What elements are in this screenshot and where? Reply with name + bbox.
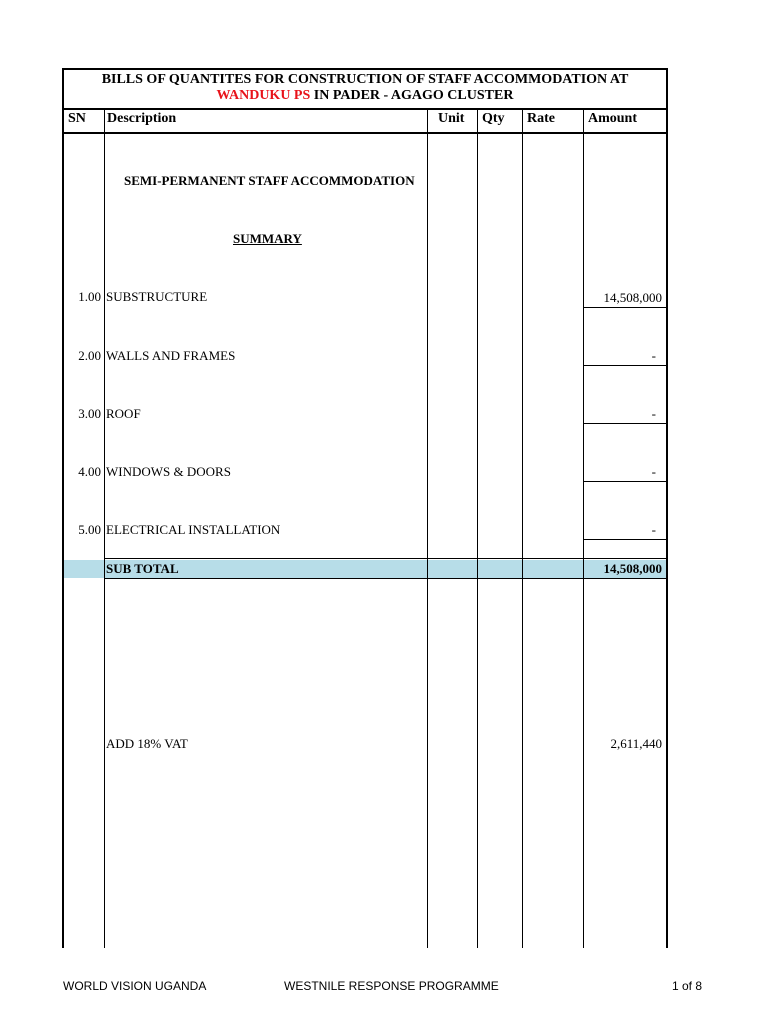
amount-underline	[584, 539, 666, 540]
footer-page-number: 1 of 8	[672, 979, 703, 993]
item-sn: 2.00	[78, 348, 101, 363]
summary-label: SUMMARY	[233, 231, 302, 246]
item-description: ELECTRICAL INSTALLATION	[106, 522, 281, 537]
col-divider-qty	[522, 108, 523, 948]
amount-underline	[584, 481, 666, 482]
item-amount: -	[651, 464, 656, 479]
item-sn: 4.00	[78, 464, 101, 479]
amount-underline	[584, 423, 666, 424]
col-header-description: Description	[107, 111, 177, 126]
subtotal-divider	[477, 558, 478, 578]
vat-label: ADD 18% VAT	[106, 736, 188, 751]
boq-sheet	[62, 68, 668, 948]
item-description: WINDOWS & DOORS	[106, 464, 231, 479]
item-sn: 1.00	[78, 289, 101, 304]
subtotal-amount: 14,508,000	[603, 561, 662, 576]
subtotal-top-border	[104, 558, 666, 559]
item-sn: 5.00	[78, 522, 101, 537]
item-description: WALLS AND FRAMES	[106, 348, 236, 363]
school-name: WANDUKU PS	[216, 88, 311, 103]
item-amount: -	[651, 348, 656, 363]
footer-programme: WESTNILE RESPONSE PROGRAMME	[284, 979, 499, 993]
item-amount: -	[651, 406, 656, 421]
table-right-border	[666, 130, 668, 948]
subtotal-bottom-border	[104, 578, 666, 579]
item-amount: -	[651, 522, 656, 537]
footer-organization: WORLD VISION UGANDA	[63, 979, 207, 993]
amount-underline	[584, 365, 666, 366]
col-divider-desc	[427, 108, 428, 948]
subtotal-label: SUB TOTAL	[106, 561, 179, 576]
title-location: IN PADER - AGAGO CLUSTER	[310, 88, 514, 103]
col-header-rate: Rate	[527, 111, 555, 126]
subtotal-divider	[104, 558, 105, 578]
item-description: ROOF	[106, 406, 141, 421]
item-amount: 14,508,000	[603, 290, 662, 305]
col-divider-unit	[477, 108, 478, 948]
col-header-qty: Qty	[482, 111, 505, 126]
col-header-unit: Unit	[438, 111, 465, 126]
subtotal-divider	[522, 558, 523, 578]
item-sn: 3.00	[78, 406, 101, 421]
col-header-sn: SN	[68, 111, 86, 126]
col-header-amount: Amount	[588, 111, 638, 126]
vat-amount: 2,611,440	[610, 736, 662, 751]
title-line-2	[62, 88, 668, 104]
title-line-1: BILLS OF QUANTITES FOR CONSTRUCTION OF STAFF ACCOMMODATION AT	[101, 72, 629, 87]
item-description: SUBSTRUCTURE	[106, 289, 208, 304]
table-left-border	[62, 130, 64, 948]
section-heading: SEMI-PERMANENT STAFF ACCOMMODATION	[124, 173, 415, 188]
col-divider-sn	[104, 108, 105, 948]
subtotal-divider	[427, 558, 428, 578]
amount-underline	[584, 307, 666, 308]
